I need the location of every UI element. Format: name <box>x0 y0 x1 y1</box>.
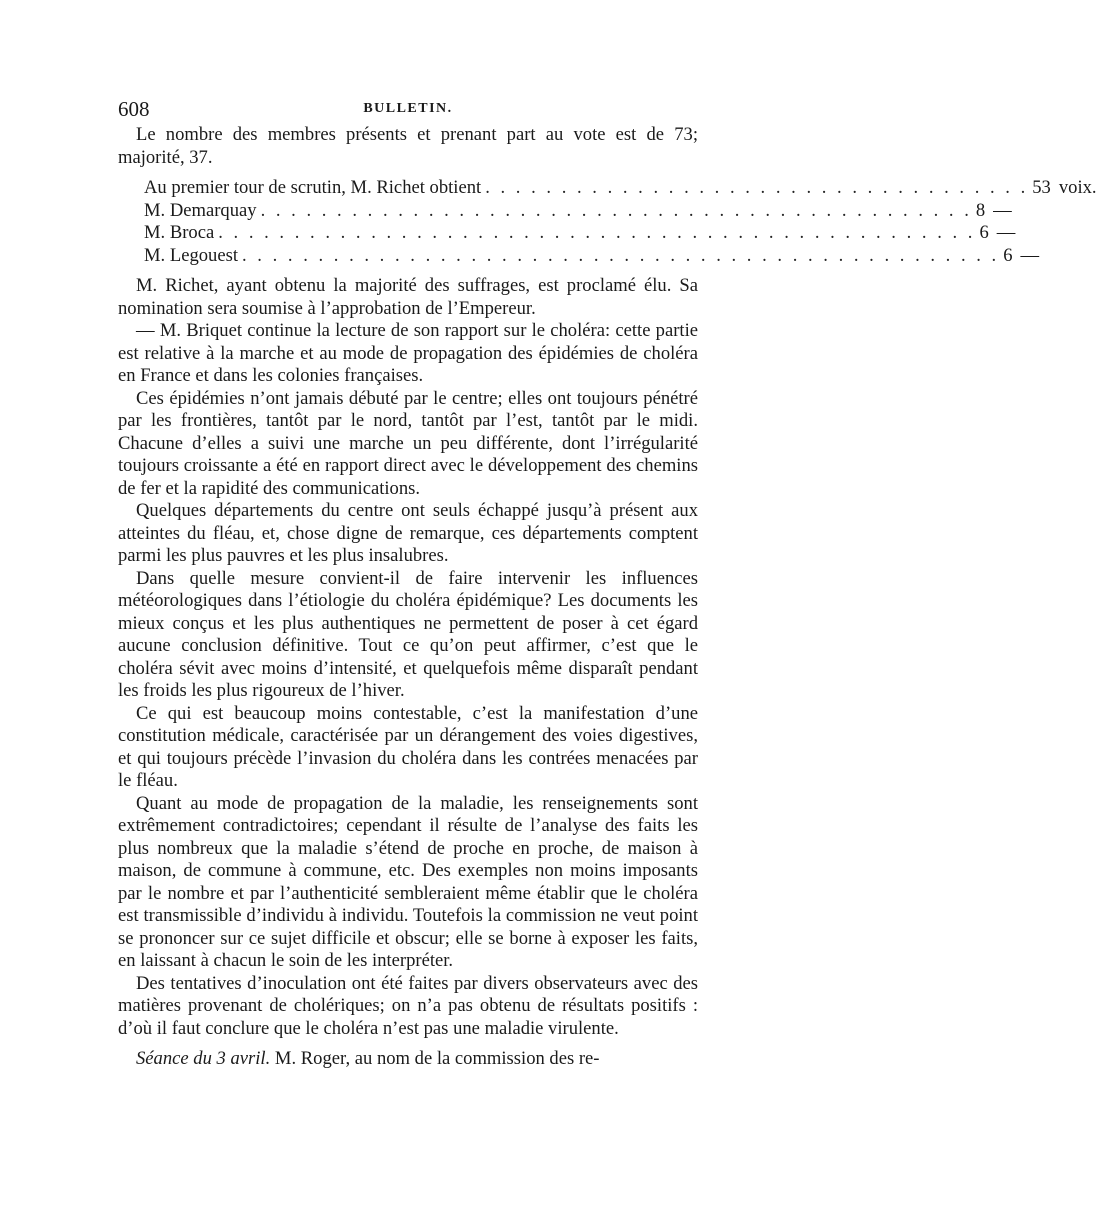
dot-leader: . . . . . . . . . . . . . . . . . . . . . . . . . . . . . . . . . . . . . . . . . . . . . . . <box>260 199 972 221</box>
vote-unit: — <box>1020 244 1040 266</box>
vote-name: M. Demarquay <box>144 199 257 221</box>
paragraph-richet-elected: M. Richet, ayant obtenu la majorité des suffrages, est proclamé élu. Sa nomination sera soumise à l’approbation de l’Empereur. <box>118 275 698 319</box>
vote-count: 6 <box>979 222 989 243</box>
vote-row-legouest <box>118 244 1040 268</box>
vote-name: M. Broca <box>144 222 215 243</box>
page-header <box>118 97 698 125</box>
paragraph-central-departments: Quelques départements du centre ont seuls échappé jusqu’à présent aux atteintes du fléau, et, chose digne de remarque, ces départements comptent parmi les plus pauvres et les plus insalubres. <box>118 500 698 566</box>
vote-name: Au premier tour de scrutin, M. Richet obtient <box>144 177 482 198</box>
vote-row-richet <box>118 177 1097 200</box>
vote-unit: voix. <box>1058 177 1097 198</box>
paragraph-epidemics-borders: Ces épidémies n’ont jamais débuté par le centre; elles ont toujours pénétré par les frontières, tantôt par le nord, tantôt par l’est, tantôt par le midi. Chacune d’elles a suivi une marche un peu différente, dont l’irrégularité toujours croissante a été en rapport direct avec le développement des chemins de fer et la rapidité des communications. <box>118 387 698 499</box>
page-number: 608 <box>118 97 150 121</box>
dot-leader: . . . . . . . . . . . . . . . . . . . . . . . . . . . . . . . . . . . . . . . . . . . . . . . . . . <box>218 222 976 243</box>
seance-label: Séance du 3 avril. <box>136 1048 271 1069</box>
dot-leader: . . . . . . . . . . . . . . . . . . . . . . . . . . . . . . . . . . . . <box>485 177 1029 198</box>
vote-row-broca <box>118 222 1016 245</box>
vote-count: 6 <box>1003 244 1013 266</box>
page-body <box>118 124 1097 1071</box>
paragraph-propagation: Quant au mode de propagation de la maladie, les renseignements sont extrêmement contradictoires; cependant il résulte de l’analyse des faits les plus nombreux que la maladie s’étend de proche en proche, de maison à maison, de commune à commune, etc. Des exemples non moins imposants par le nombre et par l’authenticité sembleraient même établir que le choléra est transmissible d’individu à individu. Toutefois la commission ne veut point se prononcer sur ce sujet difficile et obscur; elle se borne à exposer les faits, en laissant à chacun le soin de les interpréter. <box>118 792 698 971</box>
paragraph-medical-constitution: Ce qui est beaucoup moins contestable, c’est la manifestation d’une constitution médicale, caractérisée par un dérangement des voies digestives, et qui toujours précède l’invasion du choléra dans les contrées menacées par le fléau. <box>118 702 698 791</box>
vote-row-demarquay <box>118 199 1012 223</box>
vote-results <box>118 177 1097 267</box>
paragraph-inoculation: Des tentatives d’inoculation ont été faites par divers observateurs avec des matières provenant de cholériques; on n’a pas obtenu de résultats positifs : d’où il faut conclure que le choléra n’est pas une maladie virulente. <box>118 972 698 1039</box>
vote-count: 53 <box>1032 177 1051 198</box>
intro-paragraph: Le nombre des membres présents et prenant part au vote est de 73; majorité, 37. <box>118 124 698 168</box>
seance-text: M. Roger, au nom de la commission des re- <box>274 1048 600 1069</box>
paragraph-meteorology: Dans quelle mesure convient-il de faire intervenir les influences météorologiques dans l’étiologie du choléra épidémique? Les documents les mieux conçus et les plus authentiques ne permettent de poser à cet égard aucune conclusion définitive. Tout ce qu’on peut affirmer, c’est que le choléra sévit avec moins d’intensité, et quelquefois même disparaît pendant les froids les plus rigoureux de l’hiver. <box>118 567 698 701</box>
paragraph-briquet-report: — M. Briquet continue la lecture de son rapport sur le choléra: cette partie est relative à la marche et au mode de propagation des épidémies de choléra en France et dans les colonies françaises. <box>118 320 698 386</box>
paragraph-seance <box>118 1048 698 1071</box>
running-title: BULLETIN. <box>363 101 453 116</box>
vote-name: M. Legouest <box>144 244 238 266</box>
vote-unit: — <box>996 222 1016 243</box>
vote-unit: — <box>993 199 1012 221</box>
vote-count: 8 <box>975 199 986 221</box>
dot-leader: . . . . . . . . . . . . . . . . . . . . . . . . . . . . . . . . . . . . . . . . . . . . . . . . . . <box>242 244 1000 266</box>
